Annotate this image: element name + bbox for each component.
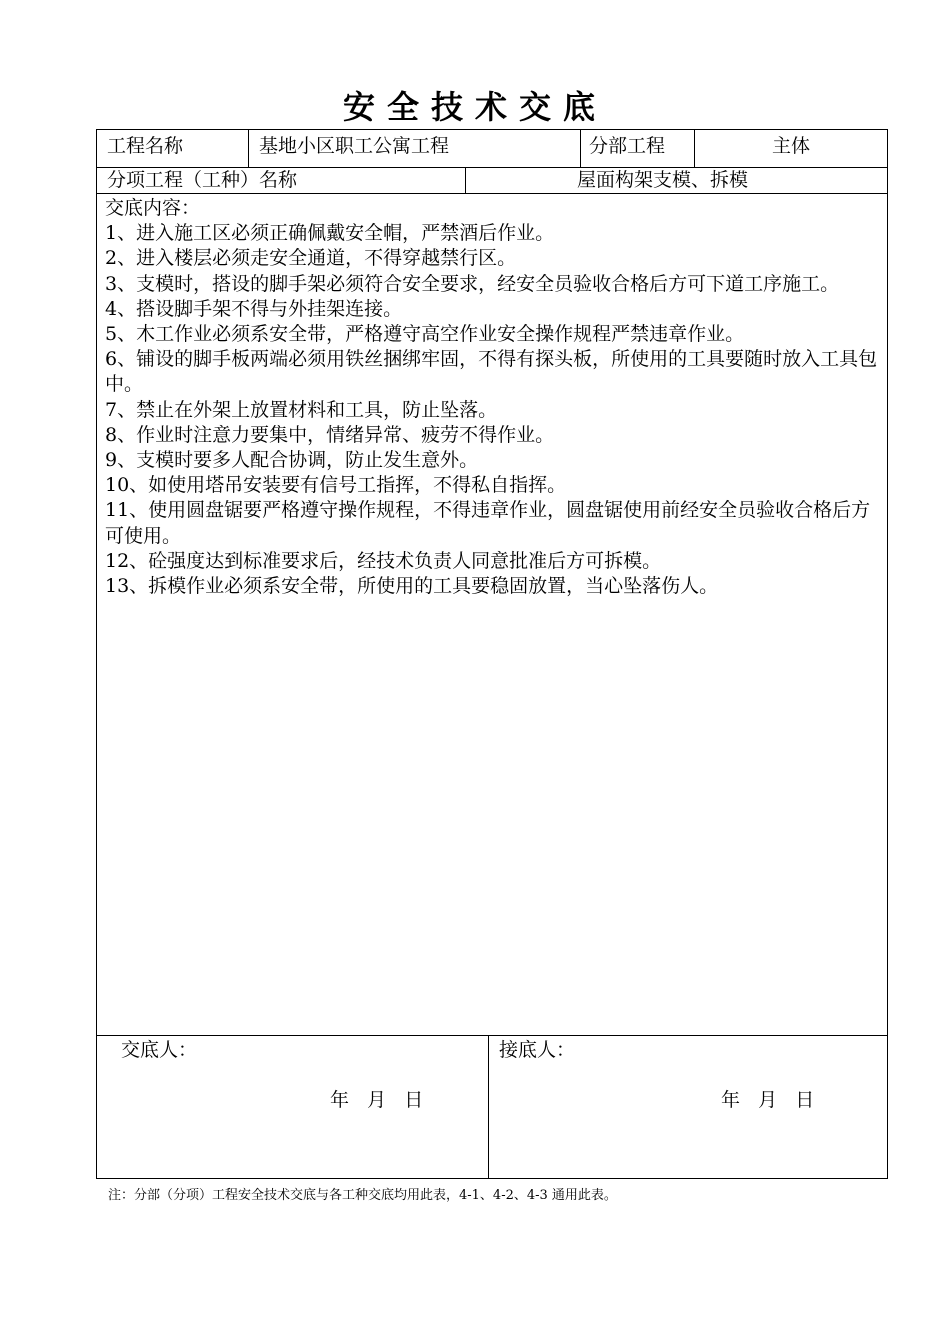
document-title: 安全技术交底 bbox=[342, 88, 607, 126]
project-name-label: 工程名称 bbox=[107, 135, 184, 157]
list-item: 5、木工作业必须系安全带，严格遵守高空作业安全操作规程严禁违章作业。 bbox=[105, 323, 745, 346]
row-divider bbox=[97, 1035, 887, 1036]
list-item: 11、使用圆盘锯要严格遵守操作规程，不得违章作业，圆盘锯使用前经安全员验收合格后方可使用。 bbox=[105, 499, 871, 547]
column-divider bbox=[488, 1035, 489, 1179]
list-item: 10、如使用塔吊安装要有信号工指挥，不得私自指挥。 bbox=[105, 474, 567, 497]
receiver-date: 年 月 日 bbox=[721, 1089, 815, 1111]
division-value: 主体 bbox=[771, 135, 810, 157]
giver-date: 年 月 日 bbox=[330, 1089, 424, 1111]
giver-label: 交底人： bbox=[121, 1039, 198, 1061]
column-divider bbox=[465, 167, 466, 193]
project-name-value: 基地小区职工公寓工程 bbox=[259, 135, 450, 157]
footnote: 注：分部（分项）工程安全技术交底与各工种交底均用此表，4-1、4-2、4-3 通用此表。 bbox=[108, 1188, 617, 1203]
subitem-value: 屋面构架支模、拆模 bbox=[577, 169, 749, 191]
column-divider bbox=[248, 130, 249, 167]
list-item: 4、搭设脚手架不得与外挂架连接。 bbox=[105, 297, 403, 320]
content-heading: 交底内容： bbox=[105, 197, 201, 219]
disclosure-content bbox=[105, 196, 881, 599]
row-divider bbox=[97, 193, 887, 194]
list-item: 2、进入楼层必须走安全通道，不得穿越禁行区。 bbox=[105, 247, 517, 270]
list-item: 3、支模时，搭设的脚手架必须符合安全要求，经安全员验收合格后方可下道工序施工。 bbox=[105, 272, 840, 295]
list-item: 6、铺设的脚手板两端必须用铁丝捆绑牢固，不得有探头板，所使用的工具要随时放入工具包中。 bbox=[105, 348, 878, 396]
list-item: 7、禁止在外架上放置材料和工具，防止坠落。 bbox=[105, 398, 498, 421]
list-item: 13、拆模作业必须系安全带，所使用的工具要稳固放置，当心坠落伤人。 bbox=[105, 575, 719, 598]
receiver-label: 接底人： bbox=[499, 1039, 576, 1061]
list-item: 12、砼强度达到标准要求后，经技术负责人同意批准后方可拆模。 bbox=[105, 549, 662, 572]
disclosure-form-table bbox=[96, 129, 888, 1179]
list-item: 1、进入施工区必须正确佩戴安全帽，严禁酒后作业。 bbox=[105, 222, 555, 245]
list-item: 8、作业时注意力要集中，情绪异常、疲劳不得作业。 bbox=[105, 423, 555, 446]
division-label: 分部工程 bbox=[589, 135, 666, 157]
column-divider bbox=[580, 130, 581, 167]
subitem-label: 分项工程（工种）名称 bbox=[107, 169, 298, 191]
list-item: 9、支模时要多人配合协调，防止发生意外。 bbox=[105, 449, 479, 472]
